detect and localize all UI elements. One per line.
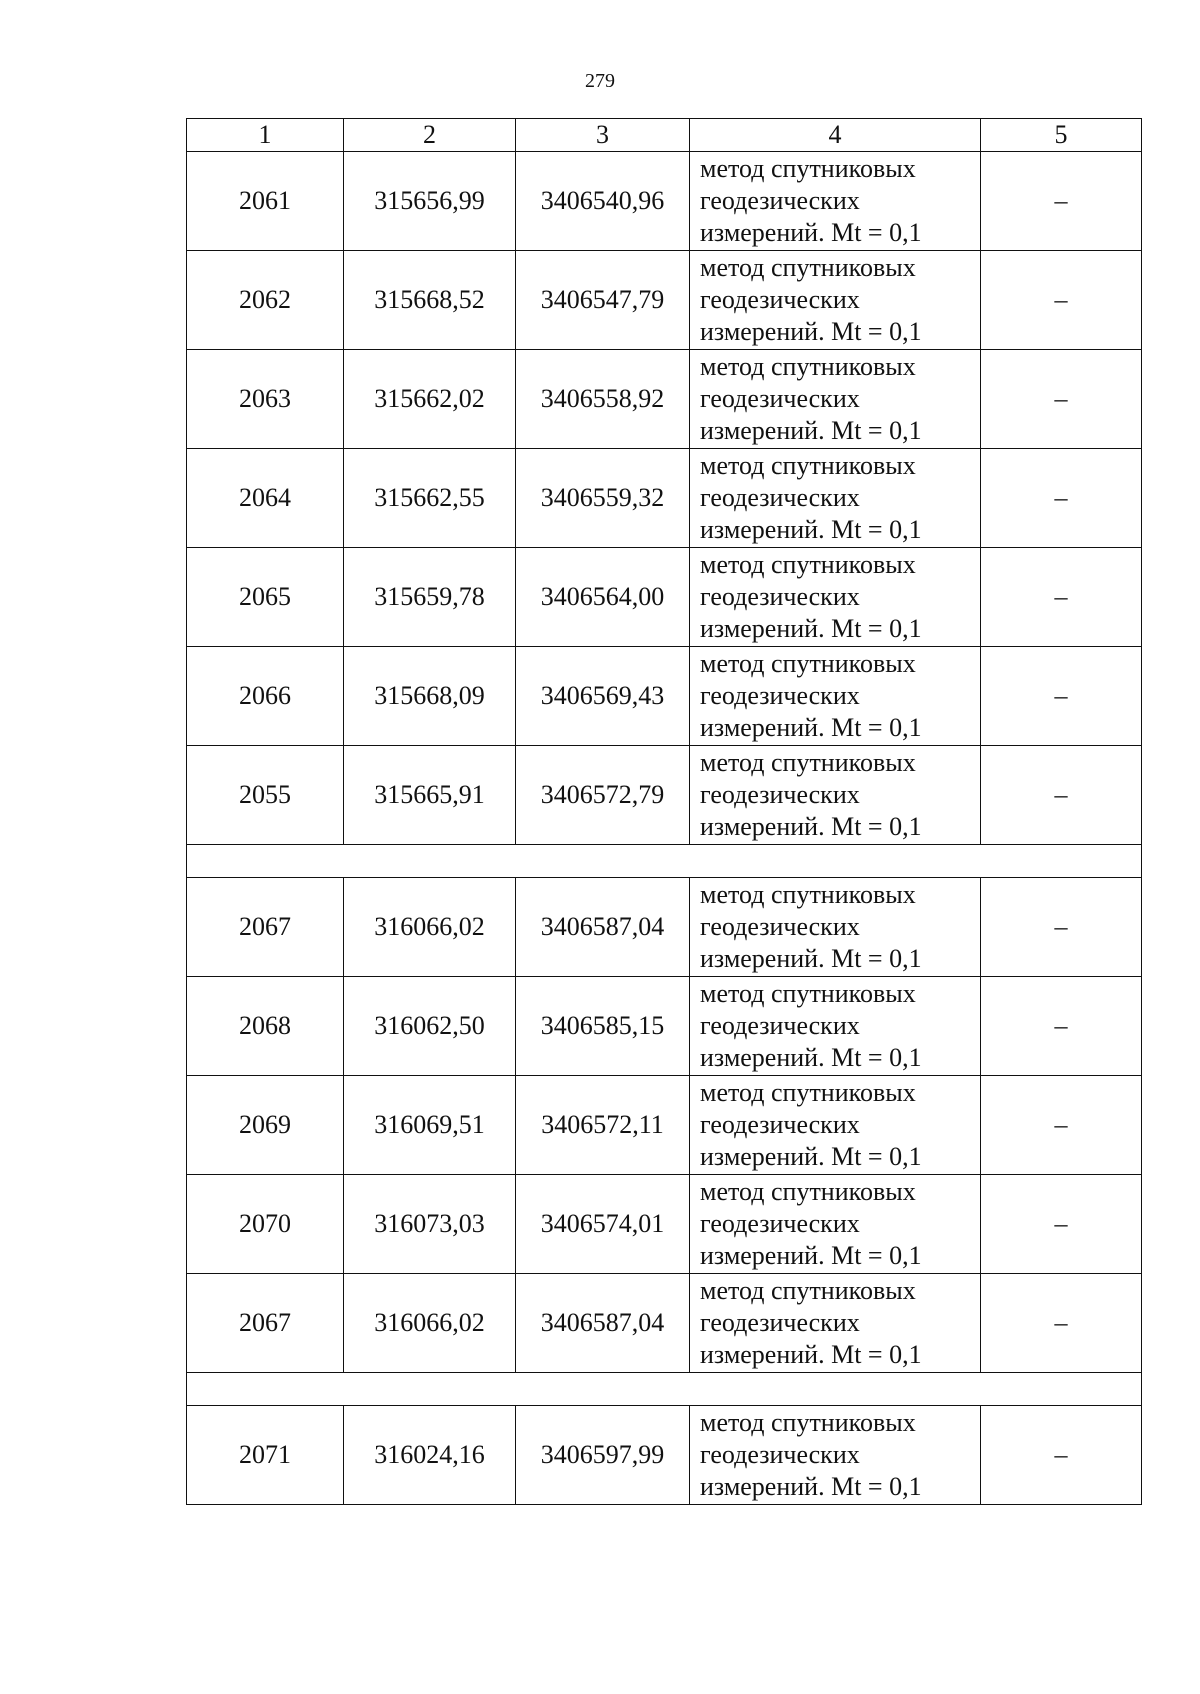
method-line: измерений. Mt = 0,1	[700, 1340, 922, 1369]
note-cell: –	[981, 548, 1142, 647]
method-line: геодезических	[700, 384, 860, 413]
column-header-2: 2	[344, 119, 516, 152]
point-number-cell: 2065	[187, 548, 344, 647]
table-row	[187, 350, 1142, 449]
method-cell	[690, 152, 981, 251]
note-cell: –	[981, 1406, 1142, 1505]
method-cell	[690, 548, 981, 647]
method-line: метод спутниковых	[700, 1408, 916, 1437]
separator-cell	[187, 1373, 1142, 1406]
point-number-cell: 2066	[187, 647, 344, 746]
point-number-cell: 2068	[187, 977, 344, 1076]
table-row	[187, 152, 1142, 251]
column-header-3: 3	[516, 119, 690, 152]
y-coordinate-cell: 3406559,32	[516, 449, 690, 548]
method-cell	[690, 977, 981, 1076]
x-coordinate-cell: 316069,51	[344, 1076, 516, 1175]
note-cell: –	[981, 350, 1142, 449]
note-cell: –	[981, 746, 1142, 845]
x-coordinate-cell: 315656,99	[344, 152, 516, 251]
method-line: метод спутниковых	[700, 253, 916, 282]
note-cell: –	[981, 1175, 1142, 1274]
method-cell	[690, 1274, 981, 1373]
y-coordinate-cell: 3406572,11	[516, 1076, 690, 1175]
note-cell: –	[981, 152, 1142, 251]
method-line: метод спутниковых	[700, 154, 916, 183]
method-cell	[690, 350, 981, 449]
y-coordinate-cell: 3406572,79	[516, 746, 690, 845]
point-number-cell: 2062	[187, 251, 344, 350]
method-line: геодезических	[700, 780, 860, 809]
method-line: геодезических	[700, 582, 860, 611]
y-coordinate-cell: 3406587,04	[516, 1274, 690, 1373]
method-line: метод спутниковых	[700, 649, 916, 678]
note-cell: –	[981, 251, 1142, 350]
table-row	[187, 878, 1142, 977]
method-line: геодезических	[700, 1110, 860, 1139]
method-line: измерений. Mt = 0,1	[700, 812, 922, 841]
column-header-1: 1	[187, 119, 344, 152]
method-line: метод спутниковых	[700, 451, 916, 480]
group-separator-row	[187, 1373, 1142, 1406]
method-line: метод спутниковых	[700, 1276, 916, 1305]
method-line: метод спутниковых	[700, 880, 916, 909]
x-coordinate-cell: 315668,52	[344, 251, 516, 350]
note-cell: –	[981, 647, 1142, 746]
method-line: метод спутниковых	[700, 1078, 916, 1107]
method-line: измерений. Mt = 0,1	[700, 317, 922, 346]
point-number-cell: 2061	[187, 152, 344, 251]
point-number-cell: 2069	[187, 1076, 344, 1175]
table-row	[187, 1076, 1142, 1175]
x-coordinate-cell: 316024,16	[344, 1406, 516, 1505]
table-row	[187, 746, 1142, 845]
y-coordinate-cell: 3406564,00	[516, 548, 690, 647]
method-cell	[690, 878, 981, 977]
method-line: измерений. Mt = 0,1	[700, 416, 922, 445]
note-cell: –	[981, 1274, 1142, 1373]
method-line: метод спутниковых	[700, 550, 916, 579]
point-number-cell: 2067	[187, 878, 344, 977]
method-line: геодезических	[700, 1011, 860, 1040]
table-row	[187, 548, 1142, 647]
method-line: метод спутниковых	[700, 1177, 916, 1206]
note-cell: –	[981, 449, 1142, 548]
method-line: измерений. Mt = 0,1	[700, 614, 922, 643]
method-line: метод спутниковых	[700, 748, 916, 777]
y-coordinate-cell: 3406558,92	[516, 350, 690, 449]
method-line: измерений. Mt = 0,1	[700, 713, 922, 742]
y-coordinate-cell: 3406547,79	[516, 251, 690, 350]
method-line: измерений. Mt = 0,1	[700, 944, 922, 973]
x-coordinate-cell: 315668,09	[344, 647, 516, 746]
note-cell: –	[981, 977, 1142, 1076]
table-row	[187, 1274, 1142, 1373]
table-row	[187, 977, 1142, 1076]
method-cell	[690, 647, 981, 746]
note-cell: –	[981, 878, 1142, 977]
point-number-cell: 2064	[187, 449, 344, 548]
method-cell	[690, 1406, 981, 1505]
x-coordinate-cell: 315659,78	[344, 548, 516, 647]
method-line: измерений. Mt = 0,1	[700, 1472, 922, 1501]
method-cell	[690, 1175, 981, 1274]
y-coordinate-cell: 3406569,43	[516, 647, 690, 746]
y-coordinate-cell: 3406597,99	[516, 1406, 690, 1505]
method-line: измерений. Mt = 0,1	[700, 515, 922, 544]
method-line: измерений. Mt = 0,1	[700, 1142, 922, 1171]
point-number-cell: 2070	[187, 1175, 344, 1274]
table-header-row	[187, 119, 1142, 152]
method-line: измерений. Mt = 0,1	[700, 218, 922, 247]
method-line: геодезических	[700, 285, 860, 314]
table-row	[187, 1406, 1142, 1505]
x-coordinate-cell: 316062,50	[344, 977, 516, 1076]
x-coordinate-cell: 315665,91	[344, 746, 516, 845]
method-line: геодезических	[700, 483, 860, 512]
point-number-cell: 2071	[187, 1406, 344, 1505]
coordinates-table	[186, 118, 1142, 1505]
point-number-cell: 2063	[187, 350, 344, 449]
table-row	[187, 449, 1142, 548]
method-line: измерений. Mt = 0,1	[700, 1043, 922, 1072]
method-line: геодезических	[700, 681, 860, 710]
y-coordinate-cell: 3406540,96	[516, 152, 690, 251]
point-number-cell: 2067	[187, 1274, 344, 1373]
method-line: геодезических	[700, 186, 860, 215]
column-header-4: 4	[690, 119, 981, 152]
method-cell	[690, 746, 981, 845]
x-coordinate-cell: 316066,02	[344, 1274, 516, 1373]
y-coordinate-cell: 3406574,01	[516, 1175, 690, 1274]
page-number: 279	[585, 70, 615, 92]
table-body	[187, 119, 1142, 1505]
point-number-cell: 2055	[187, 746, 344, 845]
table-row	[187, 251, 1142, 350]
method-line: геодезических	[700, 912, 860, 941]
table-row	[187, 647, 1142, 746]
method-line: метод спутниковых	[700, 979, 916, 1008]
method-cell	[690, 251, 981, 350]
column-header-5: 5	[981, 119, 1142, 152]
method-line: геодезических	[700, 1440, 860, 1469]
method-cell	[690, 449, 981, 548]
x-coordinate-cell: 316066,02	[344, 878, 516, 977]
separator-cell	[187, 845, 1142, 878]
table-row	[187, 1175, 1142, 1274]
x-coordinate-cell: 315662,02	[344, 350, 516, 449]
y-coordinate-cell: 3406585,15	[516, 977, 690, 1076]
x-coordinate-cell: 315662,55	[344, 449, 516, 548]
method-cell	[690, 1076, 981, 1175]
x-coordinate-cell: 316073,03	[344, 1175, 516, 1274]
method-line: геодезических	[700, 1209, 860, 1238]
note-cell: –	[981, 1076, 1142, 1175]
group-separator-row	[187, 845, 1142, 878]
method-line: измерений. Mt = 0,1	[700, 1241, 922, 1270]
method-line: метод спутниковых	[700, 352, 916, 381]
method-line: геодезических	[700, 1308, 860, 1337]
y-coordinate-cell: 3406587,04	[516, 878, 690, 977]
